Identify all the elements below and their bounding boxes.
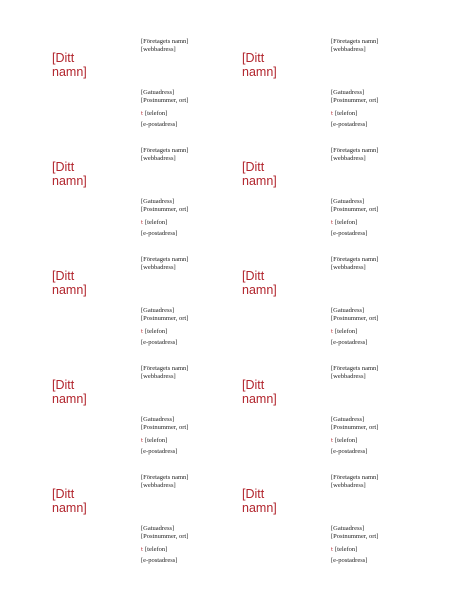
phone-number: [telefon] — [144, 546, 168, 553]
address-block — [141, 89, 188, 105]
address-block — [331, 89, 378, 105]
company-block — [331, 474, 378, 490]
email-address: [e-postadress] — [331, 448, 368, 455]
website: [webbadress] — [141, 155, 176, 162]
phone-icon: t — [141, 329, 143, 335]
email-address: [e-postadress] — [331, 121, 368, 128]
phone-row — [331, 110, 357, 118]
card-name: [Ditt namn] — [242, 51, 277, 79]
address-block — [331, 416, 378, 432]
business-card-r2-c2 — [230, 147, 410, 255]
postal-city: [Postnummer, ort] — [331, 97, 379, 104]
phone-icon: t — [331, 111, 333, 117]
postal-city: [Postnummer, ort] — [331, 533, 379, 540]
email-row — [141, 230, 177, 238]
postal-city: [Postnummer, ort] — [331, 206, 379, 213]
phone-row — [331, 219, 357, 227]
street-address: [Gatuadress] — [141, 525, 175, 532]
card-name: [Ditt namn] — [52, 160, 87, 188]
postal-city: [Postnummer, ort] — [141, 315, 189, 322]
business-card-r3-c2 — [230, 256, 410, 364]
phone-number: [telefon] — [334, 546, 358, 553]
company-block — [331, 147, 378, 163]
card-name: [Ditt namn] — [52, 51, 87, 79]
website: [webbadress] — [141, 46, 176, 53]
website: [webbadress] — [141, 482, 176, 489]
address-block — [331, 198, 378, 214]
address-block — [141, 525, 188, 541]
card-name: [Ditt namn] — [52, 269, 87, 297]
street-address: [Gatuadress] — [141, 416, 175, 423]
email-row — [141, 448, 177, 456]
postal-city: [Postnummer, ort] — [141, 97, 189, 104]
email-address: [e-postadress] — [331, 230, 368, 237]
card-name: [Ditt namn] — [242, 487, 277, 515]
email-address: [e-postadress] — [331, 339, 368, 346]
postal-city: [Postnummer, ort] — [141, 206, 189, 213]
company-block — [331, 38, 378, 54]
email-row — [331, 121, 367, 129]
phone-icon: t — [331, 547, 333, 553]
phone-number: [telefon] — [144, 328, 168, 335]
company-block — [141, 147, 188, 163]
phone-icon: t — [141, 111, 143, 117]
phone-number: [telefon] — [334, 437, 358, 444]
street-address: [Gatuadress] — [141, 198, 175, 205]
phone-number: [telefon] — [144, 219, 168, 226]
website: [webbadress] — [331, 264, 366, 271]
email-address: [e-postadress] — [141, 339, 178, 346]
postal-city: [Postnummer, ort] — [141, 533, 189, 540]
postal-city: [Postnummer, ort] — [141, 424, 189, 431]
email-address: [e-postadress] — [141, 557, 178, 564]
company-name: [Företagets namn] — [141, 38, 189, 45]
phone-number: [telefon] — [144, 110, 168, 117]
phone-row — [141, 219, 167, 227]
email-row — [141, 339, 177, 347]
street-address: [Gatuadress] — [331, 525, 365, 532]
company-name: [Företagets namn] — [141, 147, 189, 154]
website: [webbadress] — [141, 264, 176, 271]
street-address: [Gatuadress] — [331, 307, 365, 314]
card-name: [Ditt namn] — [242, 160, 277, 188]
card-name: [Ditt namn] — [242, 269, 277, 297]
company-name: [Företagets namn] — [331, 365, 379, 372]
business-card-r4-c1 — [40, 365, 220, 473]
company-block — [141, 256, 188, 272]
company-block — [141, 365, 188, 381]
postal-city: [Postnummer, ort] — [331, 315, 379, 322]
phone-row — [331, 546, 357, 554]
card-name: [Ditt namn] — [52, 378, 87, 406]
business-card-r1-c1 — [40, 38, 220, 146]
email-row — [331, 448, 367, 456]
business-card-r5-c1 — [40, 474, 220, 582]
company-name: [Företagets namn] — [141, 256, 189, 263]
business-card-r4-c2 — [230, 365, 410, 473]
street-address: [Gatuadress] — [331, 198, 365, 205]
postal-city: [Postnummer, ort] — [331, 424, 379, 431]
address-block — [141, 307, 188, 323]
website: [webbadress] — [331, 46, 366, 53]
phone-number: [telefon] — [144, 437, 168, 444]
email-row — [331, 230, 367, 238]
address-block — [331, 307, 378, 323]
business-card-r1-c2 — [230, 38, 410, 146]
email-address: [e-postadress] — [141, 448, 178, 455]
phone-row — [331, 328, 357, 336]
phone-icon: t — [141, 547, 143, 553]
phone-icon: t — [331, 220, 333, 226]
phone-icon: t — [141, 438, 143, 444]
phone-icon: t — [331, 329, 333, 335]
phone-icon: t — [331, 438, 333, 444]
address-block — [141, 198, 188, 214]
website: [webbadress] — [331, 373, 366, 380]
company-name: [Företagets namn] — [141, 474, 189, 481]
email-address: [e-postadress] — [141, 230, 178, 237]
card-name: [Ditt namn] — [52, 487, 87, 515]
company-name: [Företagets namn] — [331, 38, 379, 45]
company-block — [141, 474, 188, 490]
company-block — [331, 365, 378, 381]
phone-number: [telefon] — [334, 110, 358, 117]
email-row — [141, 557, 177, 565]
email-address: [e-postadress] — [331, 557, 368, 564]
address-block — [331, 525, 378, 541]
street-address: [Gatuadress] — [141, 307, 175, 314]
company-name: [Företagets namn] — [141, 365, 189, 372]
street-address: [Gatuadress] — [331, 89, 365, 96]
website: [webbadress] — [141, 373, 176, 380]
phone-number: [telefon] — [334, 328, 358, 335]
business-card-r2-c1 — [40, 147, 220, 255]
phone-row — [141, 110, 167, 118]
phone-icon: t — [141, 220, 143, 226]
street-address: [Gatuadress] — [141, 89, 175, 96]
business-card-r3-c1 — [40, 256, 220, 364]
email-row — [331, 339, 367, 347]
card-name: [Ditt namn] — [242, 378, 277, 406]
company-name: [Företagets namn] — [331, 474, 379, 481]
phone-number: [telefon] — [334, 219, 358, 226]
company-block — [141, 38, 188, 54]
business-card-r5-c2 — [230, 474, 410, 582]
email-row — [331, 557, 367, 565]
street-address: [Gatuadress] — [331, 416, 365, 423]
company-block — [331, 256, 378, 272]
company-name: [Företagets namn] — [331, 147, 379, 154]
phone-row — [141, 437, 167, 445]
company-name: [Företagets namn] — [331, 256, 379, 263]
email-row — [141, 121, 177, 129]
phone-row — [141, 546, 167, 554]
website: [webbadress] — [331, 155, 366, 162]
phone-row — [331, 437, 357, 445]
website: [webbadress] — [331, 482, 366, 489]
phone-row — [141, 328, 167, 336]
address-block — [141, 416, 188, 432]
email-address: [e-postadress] — [141, 121, 178, 128]
